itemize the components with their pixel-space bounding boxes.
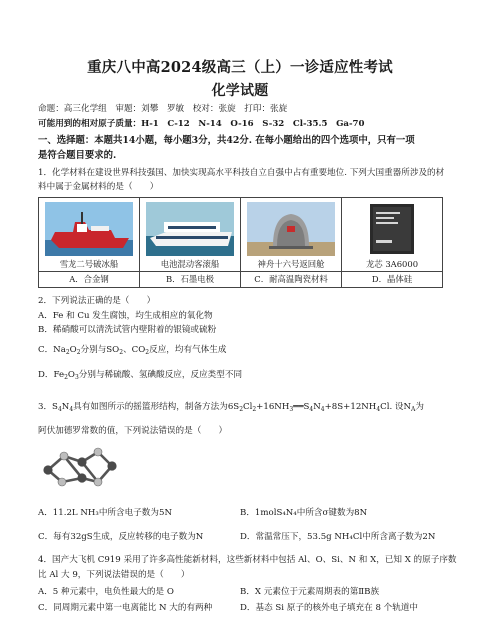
q3-option-d: D．常温常压下，53.5g NH₄Cl中所含离子数为2N [240, 532, 436, 542]
q3-stem: 3．$S_4N_4$具有如图所示的摇篮形结构，制备方法为$6S_2Cl_2+16NH_3══S_4N_4+8S+12NH_4Cl$. 设$N_A$为 [38, 402, 424, 413]
q1-option-c: C．耐高温陶瓷材料 [241, 272, 342, 288]
meta-line: 命题：高三化学组 审题：刘攀 罗敏 校对：张旋 打印：张旋 [38, 104, 288, 114]
s4n4-molecule-diagram [38, 442, 122, 492]
q1-option-b: B．石墨电极 [140, 272, 241, 288]
q3-option-a: A．11.2L NH₃中所含电子数为5N [38, 508, 172, 518]
exam-title: 重庆八中高2024级高三（上）一诊适应性考试 [87, 59, 393, 76]
icebreaker-ship-image [45, 202, 133, 256]
q1-option-a: A．合金钢 [39, 272, 140, 288]
q4-option-a: A．5 种元素中，电负性最大的是 O [38, 587, 174, 597]
q4-option-d: D．基态 Si 原子的核外电子填充在 8 个轨道中 [240, 603, 419, 613]
q1-caption-a: 雪龙二号破冰船 [59, 259, 119, 269]
q2-option-b: B．稀硝酸可以清洗试管内壁附着的银镜或硫粉 [38, 325, 217, 335]
q2-option-d: D．$Fe_2O_3$分别与稀硫酸、氢碘酸反应，反应类型不同 [38, 370, 243, 381]
section1-heading-cont: 是符合题目要求的. [38, 150, 117, 161]
q4-stem: 4．国产大飞机 C919 采用了许多高性能新材料，这些新材料中包括 Al、O、Si、N 和 X，已知 X 的原子序数 [38, 555, 457, 565]
q1-caption-d: 龙芯 3A6000 [365, 259, 419, 269]
return-capsule-image [247, 202, 335, 256]
q4-option-b: B．X 元素位于元素周期表的第ⅡB族 [240, 587, 380, 597]
q2-option-c: C．$Na_2O_2$分别与$SO_2$、$CO_2$反应，均有气体生成 [38, 345, 227, 356]
q1-caption-c: 神舟十六号返回舱 [257, 259, 325, 269]
q2-option-a: A．Fe 和 Cu 发生腐蚀，均生成相应的氧化物 [38, 311, 213, 321]
q1-stem-cont: 料中属于金属材料的是（ ） [38, 182, 159, 192]
cpu-chip-image [348, 202, 436, 256]
q2-stem: 2．下列说法正确的是（ ） [38, 296, 156, 306]
hybrid-ferry-image [146, 202, 234, 256]
q3-option-c: C．每有32gS生成，反应转移的电子数为N [38, 532, 204, 542]
q1-image-cell [140, 198, 241, 272]
q4-option-c: C．同周期元素中第一电离能比 N 大的有两种 [38, 603, 213, 613]
q1-stem: 1．化学材料在建设世界科技强国、加快实现高水平科技自立自强中占有重要地位. 下列大国重器所涉及的材 [38, 168, 445, 178]
q1-image-cell [39, 198, 140, 272]
q1-caption-b: 电池混动客滚船 [160, 259, 220, 269]
section1-heading: 一、选择题：本题共14小题，每小题3分，共42分. 在每小题给出的四个选项中，只有一项 [38, 135, 415, 146]
q4-stem-cont: 比 Al 大 9，下列说法错误的是（ ） [38, 570, 190, 580]
q1-image-table [38, 197, 443, 288]
q3-option-b: B．1molS₄N₄中所含σ键数为8N [240, 508, 368, 518]
exam-subtitle: 化学试题 [211, 83, 269, 99]
q1-image-cell [342, 198, 443, 272]
atomic-mass-line: 可能用到的相对原子质量：H-1 C-12 N-14 O-16 S-32 Cl-35.5 Ga-70 [38, 119, 365, 129]
q1-image-cell [241, 198, 342, 272]
q1-option-d: D．晶体硅 [342, 272, 443, 288]
q3-stem-cont: 阿伏加德罗常数的值，下列说法错误的是（ ） [38, 426, 228, 436]
